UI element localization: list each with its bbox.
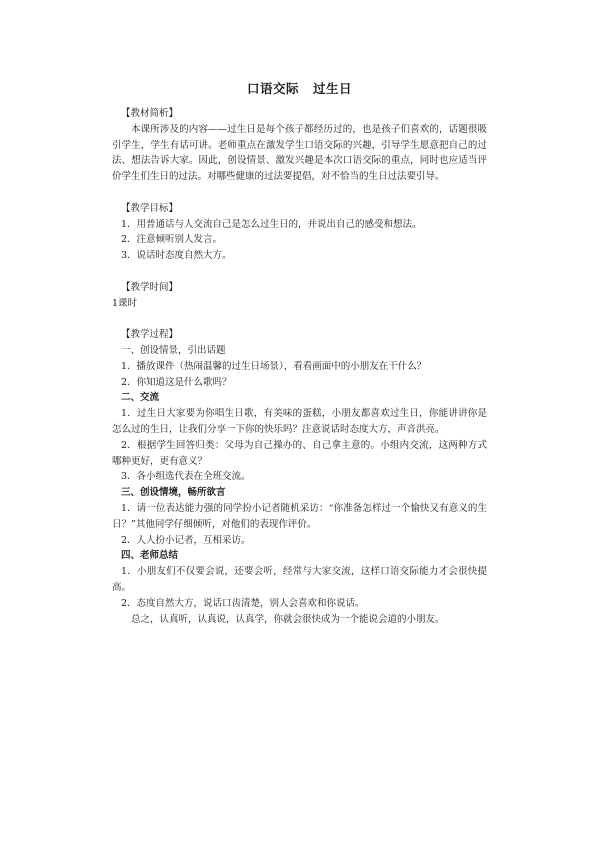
goal-item: 1．用普通话与人交流自己是怎么过生日的，并说出自己的感受和想法。 (121, 218, 422, 230)
time-value: 1课时 (112, 297, 138, 309)
process-item: 1．播放课件（热闹温馨的过生日场景），看看画面中的小朋友在干什么？ (121, 360, 427, 372)
title-part-1: 口语交际 (246, 81, 299, 96)
process-heading: 【教学过程】 (121, 329, 179, 341)
process-item: 2．态度自然大方，说话口齿清楚，别人会喜欢和你说话。 (121, 597, 365, 609)
process-item: 1．请一位表达能力强的同学扮小记者随机采访：“你准备怎样过一个愉快又有意义的生日？”其他同学仔细倾听，对他们的表现作评价。 (112, 502, 487, 530)
process-part-3-title: 三、创设情境，畅所欲言 (121, 487, 226, 499)
title-part-2: 过生日 (313, 81, 353, 96)
document-content (112, 80, 487, 627)
process-part-2-title: 二、交流 (121, 392, 160, 404)
process-item: 1．过生日大家要为你唱生日歌，有美味的蛋糕，小朋友都喜欢过生日，你能讲讲你是怎么过的生日，让我们分享一下你的快乐吗？注意说话时态度大方，声音洪亮。 (112, 408, 487, 435)
goal-item: 2．注意倾听别人发言。 (121, 234, 223, 246)
analysis-paragraph: 本课所涉及的内容——过生日是每个孩子都经历过的，也是孩子们喜欢的，话题很吸引学生，学生有话可讲。老师重点在激发学生口语交际的兴趣，引导学生愿意把自己的过法、想法告诉大家。因此，创设情景、激发兴趣是本次口语交际的重点，同时也应适当评价学生们生日的过法。对哪些健康的过法要提倡，对不恰当的生日过法要引导。 (112, 123, 487, 183)
process-item: 3．各小组选代表在全班交流。 (121, 471, 251, 483)
process-item: 2．人人扮小记者，互相采访。 (121, 534, 251, 546)
process-item: 1．小朋友们不仅要会说，还要会听，经常与大家交流，这样口语交际能力才会很快提高。 (112, 566, 487, 593)
closing-paragraph: 总之，认真听，认真说，认真学，你就会很快成为一个能说会道的小朋友。 (131, 613, 445, 625)
page-title (112, 80, 487, 98)
analysis-heading: 【教材简析】 (121, 108, 179, 119)
time-heading: 【教学时间】 (121, 281, 179, 293)
process-item: 2．根据学生回答归类：父母为自己操办的、自己拿主意的。小组内交流，这两种方式哪种更好，更有意义？ (112, 439, 487, 467)
process-part-4-title: 四、老师总结 (121, 550, 179, 562)
process-item: 2．你知道这是什么歌吗？ (121, 376, 232, 388)
goal-item: 3．说话时态度自然大方。 (121, 250, 232, 262)
goals-heading: 【教学目标】 (121, 202, 179, 214)
process-part-1-title: 一、创设情景，引出话题 (121, 344, 226, 356)
